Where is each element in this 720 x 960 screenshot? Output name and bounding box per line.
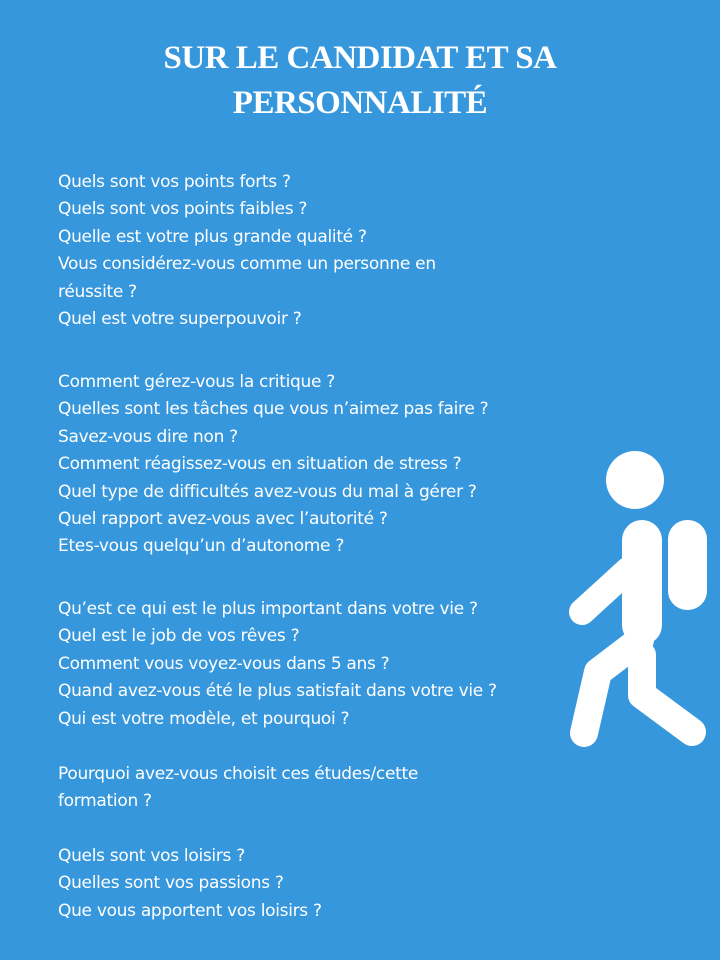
question: Pourquoi avez-vous choisit ces études/cette: [58, 764, 419, 784]
question: Quelles sont les tâches que vous n’aimez pas faire ?: [58, 399, 489, 420]
question: formation ?: [58, 791, 152, 812]
question: Comment gérez-vous la critique ?: [58, 372, 335, 392]
question: Qu’est ce qui est le plus important dans votre vie ?: [58, 599, 478, 619]
question: Quels sont vos points faibles ?: [58, 199, 308, 220]
question: Quel rapport avez-vous avec l’autorité ?: [58, 509, 388, 530]
question: Quel type de difficultés avez-vous du mal à gérer ?: [58, 481, 477, 502]
title-line-2: PERSONNALITÉ: [232, 85, 488, 121]
page-title: [0, 36, 720, 126]
question: Comment réagissez-vous en situation de stress ?: [58, 454, 462, 475]
question-group-behavior: [58, 369, 558, 561]
question: Quels sont vos loisirs ?: [58, 846, 245, 866]
title-line-1: SUR LE CANDIDAT ET SA: [163, 40, 557, 76]
question: Comment vous voyez-vous dans 5 ans ?: [58, 653, 390, 674]
question-group-hobbies: [58, 843, 558, 925]
question: Quelle est votre plus grande qualité ?: [58, 226, 367, 247]
question: Que vous apportent vos loisirs ?: [58, 900, 322, 921]
question: Vous considérez-vous comme un personne en: [58, 254, 436, 275]
question: Quels sont vos points forts ?: [58, 172, 291, 192]
question: Quel est le job de vos rêves ?: [58, 626, 300, 647]
hiker-with-backpack-icon: [560, 440, 720, 760]
question: Savez-vous dire non ?: [58, 426, 238, 447]
question: Quand avez-vous été le plus satisfait dans votre vie ?: [58, 681, 497, 702]
question: réussite ?: [58, 281, 137, 302]
question-group-strengths: [58, 169, 558, 333]
question: Etes-vous quelqu’un d’autonome ?: [58, 536, 345, 557]
question-group-life: [58, 596, 558, 733]
question: Quel est votre superpouvoir ?: [58, 309, 302, 330]
question-group-studies: [58, 761, 558, 816]
question: Qui est votre modèle, et pourquoi ?: [58, 708, 350, 729]
question: Quelles sont vos passions ?: [58, 873, 284, 894]
